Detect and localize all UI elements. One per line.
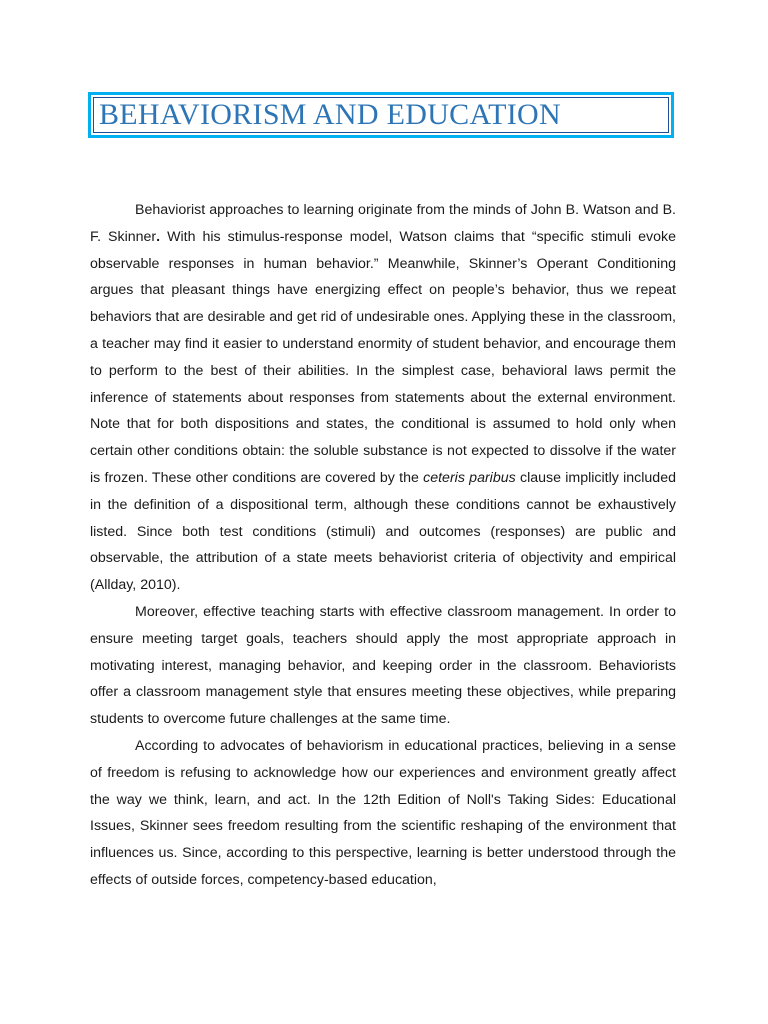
paragraph-1-text-1: Behaviorist approaches to learning originate from the minds of John B. Watson and B. F. Skinner xyxy=(90,202,676,245)
paragraph-3-text: According to advocates of behaviorism in educational practices, believing in a sense of freedom is refusing to acknowledge how our experiences and environment greatly affect the way we think, learn, and act. In the 12th Edition of Noll's Taking Sides: Educational Issues, Skinner sees freedom resulting from the scientific reshaping of the environment that influences us. Since, according to this perspective, learning is better understood through the effects of outside forces, competency-based education, xyxy=(90,737,676,888)
paragraph-1-text-2: With his stimulus-response model, Watson claims that “specific stimuli evoke observable responses in human behavior.” Meanwhile, Skinner’s Operant Conditioning argues that pleasant things have energizing effect on people’s behavior, thus we repeat behaviors that are desirable and get rid of undesirable ones. Applying these in the classroom, a teacher may find it easier to understand enormity of student behavior, and encourage them to perform to the best of their abilities. In the simplest case, behavioral laws permit the inference of statements about responses from statements about the external environment. Note that for both dispositions and states, the conditional is assumed to hold only when certain other conditions obtain: the soluble substance is not expected to dissolve if the water is frozen. These other conditions are covered by the xyxy=(90,228,676,486)
paragraph-1-italic-term: ceteris paribus xyxy=(423,469,516,486)
paragraph-3 xyxy=(90,733,676,894)
paragraph-2 xyxy=(90,599,676,733)
paragraph-2-text: Moreover, effective teaching starts with effective classroom management. In order to ensure meeting target goals, teachers should apply the most appropriate approach in motivating interest, managing behavior, and keeping order in the classroom. Behaviorists offer a classroom management style that ensures meeting these objectives, while preparing students to overcome future challenges at the same time. xyxy=(90,603,676,728)
paragraph-1-bold-period: . xyxy=(156,228,161,245)
document-body xyxy=(90,197,676,894)
paragraph-1-text-3: clause implicitly included in the definition of a dispositional term, although these conditions cannot be exhaustively listed. Since both test conditions (stimuli) and outcomes (responses) are public and observable, the attribution of a state meets behaviorist criteria of objectivity and empirical (Allday, 2010). xyxy=(90,469,676,594)
paragraph-1 xyxy=(90,197,676,599)
document-title: BEHAVIORISM AND EDUCATION xyxy=(99,98,561,131)
title-frame xyxy=(88,92,674,138)
